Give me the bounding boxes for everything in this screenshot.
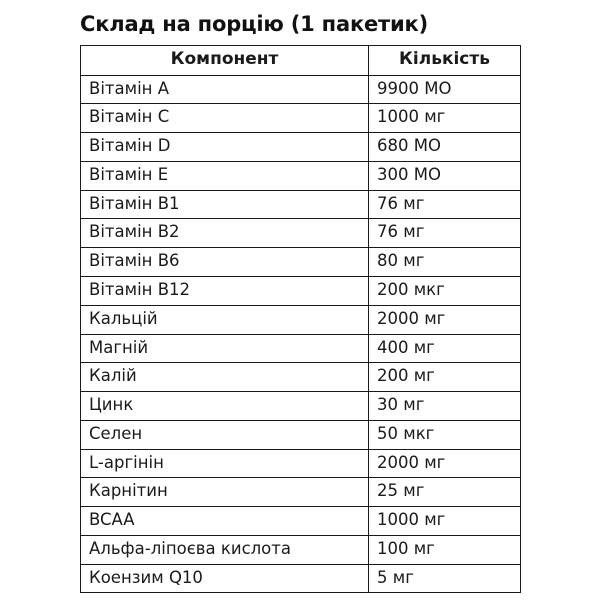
cell-component: Вітамін D [81,133,369,162]
cell-component: Цинк [81,392,369,421]
table-row [81,277,521,306]
cell-amount: 1000 мг [369,104,521,133]
table-row [81,507,521,536]
cell-amount: 50 мкг [369,420,521,449]
cell-amount: 25 мг [369,478,521,507]
table-row [81,449,521,478]
cell-component: Вітамін B2 [81,219,369,248]
table-header-row [81,46,521,75]
table-row [81,104,521,133]
cell-amount: 100 мг [369,535,521,564]
cell-component: Коензим Q10 [81,564,369,593]
table-row [81,420,521,449]
cell-component: Вітамін E [81,161,369,190]
cell-amount: 1000 мг [369,507,521,536]
cell-amount: 200 мкг [369,277,521,306]
table-row [81,190,521,219]
cell-component: Альфа-ліпоєва кислота [81,535,369,564]
table-row [81,334,521,363]
cell-component: Магній [81,334,369,363]
cell-amount: 30 мг [369,392,521,421]
cell-amount: 5 мг [369,564,521,593]
table-row [81,535,521,564]
cell-component: Вітамін C [81,104,369,133]
cell-amount: 76 мг [369,190,521,219]
cell-amount: 400 мг [369,334,521,363]
table-row [81,219,521,248]
cell-component: Вітамін B6 [81,248,369,277]
table-body [81,75,521,593]
cell-component: Калій [81,363,369,392]
table-header [81,46,521,75]
cell-amount: 80 мг [369,248,521,277]
table-row [81,133,521,162]
cell-amount: 2000 мг [369,449,521,478]
cell-component: Селен [81,420,369,449]
table-row [81,363,521,392]
table-row [81,564,521,593]
cell-component: Карнітин [81,478,369,507]
column-header-amount: Кількість [369,46,521,75]
table-row [81,75,521,104]
page-title: Склад на порцію (1 пакетик) [80,12,428,36]
cell-amount: 2000 мг [369,305,521,334]
ingredients-table [80,45,521,593]
column-header-component: Компонент [81,46,369,75]
table-row [81,392,521,421]
cell-component: BCAA [81,507,369,536]
cell-component: Вітамін A [81,75,369,104]
table-row [81,161,521,190]
cell-amount: 76 мг [369,219,521,248]
cell-amount: 300 МО [369,161,521,190]
table-row [81,248,521,277]
cell-amount: 9900 МО [369,75,521,104]
cell-component: Вітамін B1 [81,190,369,219]
cell-component: L-аргінін [81,449,369,478]
table-row [81,305,521,334]
cell-amount: 680 МО [369,133,521,162]
cell-component: Вітамін B12 [81,277,369,306]
table-row [81,478,521,507]
cell-component: Кальцій [81,305,369,334]
cell-amount: 200 мг [369,363,521,392]
